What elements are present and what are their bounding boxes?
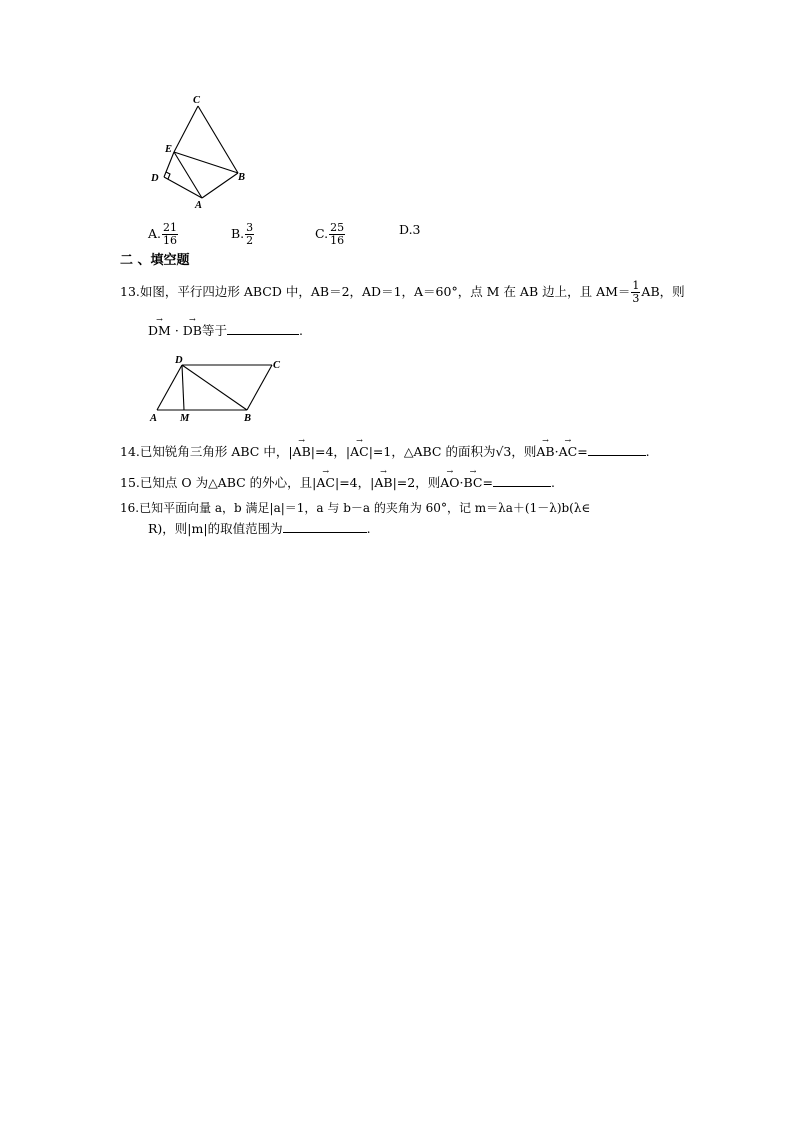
choice-d: D.3 [399, 222, 421, 237]
edge-ce [174, 106, 198, 152]
label-e: E [165, 144, 173, 155]
vector-ab: → AB [292, 436, 311, 459]
edge-dm [182, 365, 184, 410]
vector-db: → DB [182, 315, 202, 338]
edge-ba [202, 173, 238, 198]
label-a: A [195, 200, 203, 211]
edge-eb [174, 152, 238, 173]
choice-c: C. $\frac{25}{16}$ [315, 221, 345, 247]
fraction: $\frac{25}{16}$ [330, 221, 345, 247]
label-b: B [238, 172, 246, 183]
vector-ac: → AC [350, 436, 369, 459]
figure-parallelogram [145, 352, 290, 427]
vector-ac: → AC [316, 467, 335, 490]
edge-da [164, 177, 202, 198]
label-a: A [150, 413, 158, 424]
edge-ea [174, 152, 202, 198]
answer-blank[interactable] [493, 474, 551, 487]
edge-db [182, 365, 247, 410]
fraction-one-third: $\frac{1}{3}$ [632, 279, 640, 305]
question-13-line2: → DM · → DB等于 . [148, 315, 303, 338]
question-16-line2: R)，则|m|的取值范围为 . [148, 521, 371, 536]
vector-bc: → BC [463, 467, 483, 490]
label-d: D [151, 173, 159, 184]
sqrt-three: √3 [495, 444, 512, 459]
question-15: 15.已知点 O 为△ABC 的外心，且| → AC|=4，| → AB|=2，则 → AO· → BC= . [120, 467, 555, 490]
fraction: $\frac{3}{2}$ [246, 221, 254, 247]
question-14: 14.已知锐角三角形 ABC 中，| → AB|=4，| → AC|=1，△ABC 的面积为√3，则 → AB· → AC= . [120, 436, 650, 459]
edge-cb [247, 365, 272, 410]
vector-ac: → AC [558, 436, 578, 459]
label-b: B [244, 413, 252, 424]
vector-ao: → AO [440, 467, 460, 490]
answer-blank[interactable] [283, 520, 367, 533]
choice-b: B. $\frac{3}{2}$ [231, 221, 254, 247]
label-d: D [175, 355, 183, 366]
vector-ab: → AB [536, 436, 555, 459]
edge-cb [198, 106, 238, 173]
figure-quadrilateral [140, 90, 260, 215]
question-16-line1: 16.已知平面向量 a，b 满足|a|＝1，a 与 b－a 的夹角为 60°，记 m＝λa＋(1－λ)b(λ∈ [120, 501, 591, 515]
label-c: C [193, 95, 201, 106]
vector-ab: → AB [374, 467, 393, 490]
choice-a: A. $\frac{21}{16}$ [148, 221, 178, 247]
edge-da [157, 365, 182, 410]
label-m: M [180, 413, 190, 424]
section-title: 二 、填空题 [120, 253, 190, 268]
fraction: $\frac{21}{16}$ [163, 221, 178, 247]
answer-blank[interactable] [588, 443, 646, 456]
question-13-line1: 13.如图，平行四边形 ABCD 中，AB＝2，AD＝1，A＝60°，点 M 在 AB 边上，且 AM＝ $\frac{1}{3}$ AB，则 [120, 279, 685, 305]
label-c: C [273, 360, 281, 371]
vector-dm: → DM [148, 315, 171, 338]
answer-blank[interactable] [227, 322, 299, 335]
